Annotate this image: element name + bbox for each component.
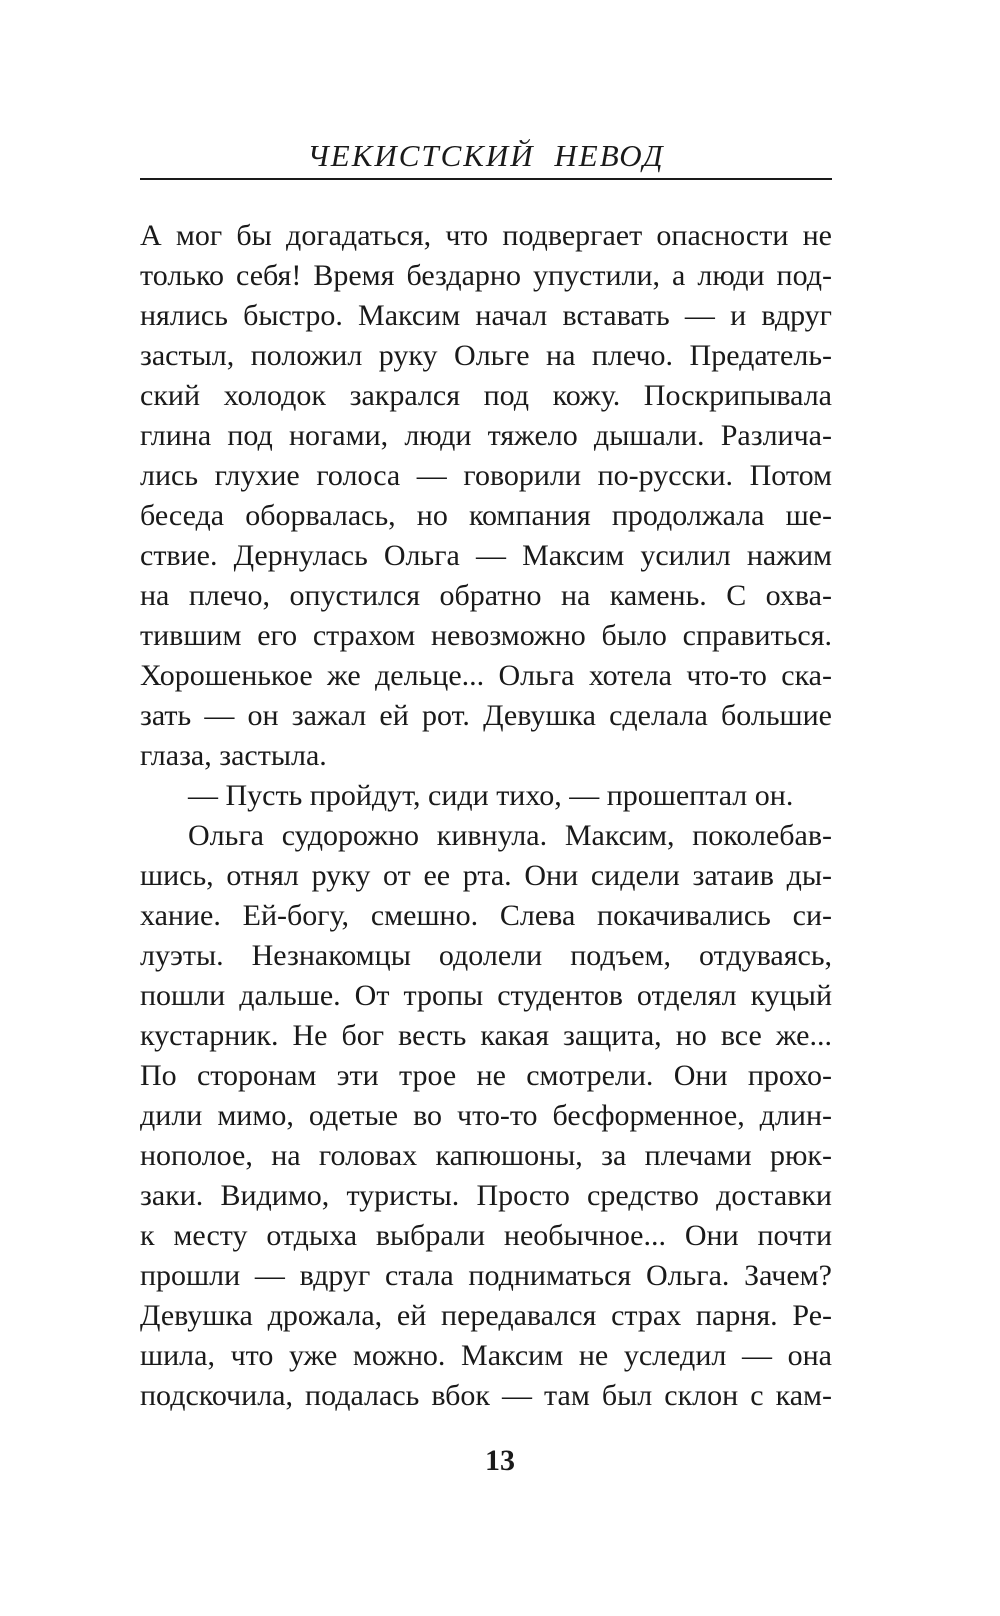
text-line: кустарник. Не бог весть какая защита, но все же... [140,1019,832,1052]
text-line: шись, отнял руку от ее рта. Они сидели затаив ды- [140,859,832,892]
text-line: к месту отдыха выбрали необычное... Они почти [140,1219,832,1252]
running-header-title: ЧЕКИСТСКИЙ НЕВОД [307,138,665,173]
text-line: луэты. Незнакомцы одолели подъем, отдуваясь, [140,939,832,972]
text-line: застыл, положил руку Ольге на плечо. Предатель- [140,339,832,372]
text-line: шила, что уже можно. Максим не уследил — она [140,1339,832,1372]
text-line: Хорошенькое же дельце... Ольга хотела что-то ска- [140,659,832,692]
page-number: 13 [485,1444,515,1477]
text-line: зать — он зажал ей рот. Девушка сделала большие [140,699,832,732]
text-line: ский холодок закрался под кожу. Поскрипывала [140,379,832,412]
text-line: Девушка дрожала, ей передавался страх парня. Ре- [140,1299,832,1332]
text-line: заки. Видимо, туристы. Просто средство доставки [140,1179,832,1212]
text-line: хание. Ей-богу, смешно. Слева покачивались си- [140,899,832,932]
text-line: пошли дальше. От тропы студентов отделял куцый [140,979,832,1012]
text-line: глаза, застыла. [140,739,327,772]
text-line: только себя! Время бездарно упустили, а люди под- [140,259,832,292]
text-line: подскочила, подалась вбок — там был склон с кам- [140,1379,832,1412]
text-line: на плечо, опустился обратно на камень. С охва- [140,579,832,612]
text-line: тившим его страхом невозможно было справиться. [140,619,832,652]
text-line: Ольга судорожно кивнула. Максим, поколебав- [188,819,832,852]
running-header [140,134,832,180]
text-line: прошли — вдруг стала подниматься Ольга. Зачем? [140,1259,832,1292]
text-line: дили мимо, одетые во что-то бесформенное, длин- [140,1099,832,1132]
text-line: А мог бы догадаться, что подвергает опасности не [140,219,832,252]
text-line: беседа оборвалась, но компания продолжала ше- [140,499,832,532]
page-body-text [140,216,832,1416]
text-line: ствие. Дернулась Ольга — Максим усилил нажим [140,539,832,572]
text-line: По сторонам эти трое не смотрели. Они прохо- [140,1059,832,1092]
text-line: нополое, на головах капюшоны, за плечами рюк- [140,1139,832,1172]
text-line: — Пусть пройдут, сиди тихо, — прошептал он. [188,779,794,812]
text-line: глина под ногами, люди тяжело дышали. Различа- [140,419,832,452]
text-line: лись глухие голоса — говорили по-русски. Потом [140,459,832,492]
text-line: нялись быстро. Максим начал вставать — и вдруг [140,299,832,332]
